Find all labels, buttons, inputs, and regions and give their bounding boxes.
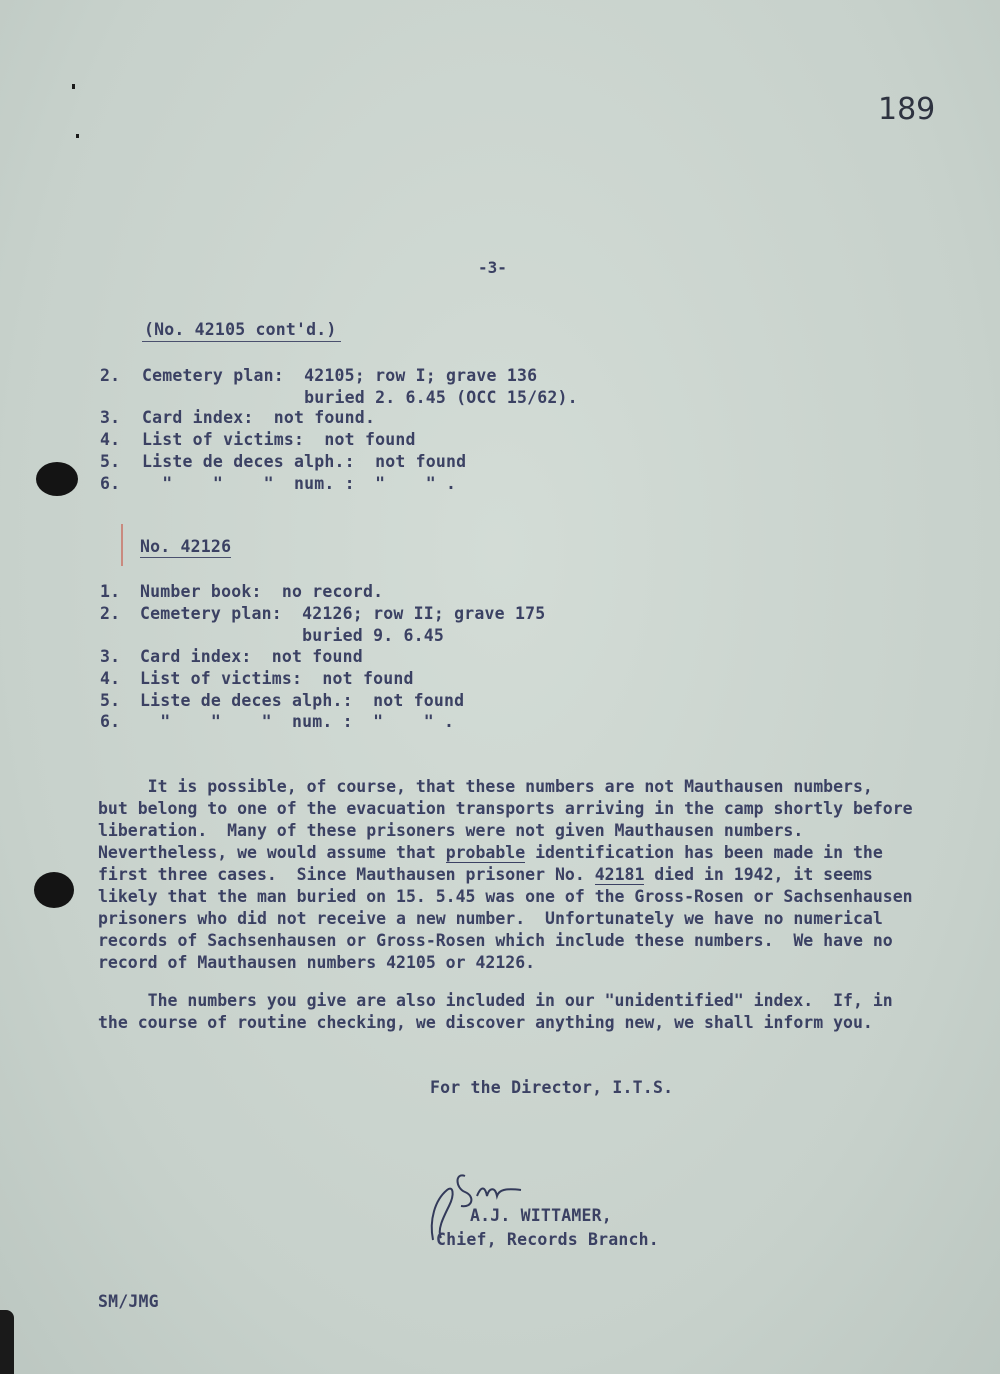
- list-item-num: 5.: [100, 691, 121, 710]
- punch-hole-top: [36, 462, 78, 496]
- page-marker: -3-: [478, 258, 507, 277]
- closing-line: For the Director, I.T.S.: [430, 1078, 674, 1097]
- paragraph-line: records of Sachsenhausen or Gross-Rosen which include these numbers. We have no: [98, 931, 893, 950]
- paragraph-line: record of Mauthausen numbers 42105 or 42126.: [98, 953, 536, 972]
- paragraph-line: but belong to one of the evacuation transports arriving in the camp shortly before: [98, 799, 913, 818]
- paragraph-line: It is possible, of course, that these numbers are not Mauthausen numbers,: [98, 777, 873, 796]
- paragraph-line: likely that the man buried on 15. 5.45 was one of the Gross-Rosen or Sachsenhausen: [98, 887, 913, 906]
- edge-mark: [0, 1310, 14, 1374]
- list-item-text: buried 2. 6.45 (OCC 15/62).: [142, 388, 578, 407]
- list-item-text: Card index: not found: [140, 647, 363, 666]
- page-number: 189: [878, 92, 936, 127]
- text-run: identification has been made in the: [525, 843, 883, 862]
- dot-mark: [72, 84, 75, 89]
- underlined-number: 42181: [594, 865, 645, 884]
- underlined-word: probable: [445, 843, 526, 862]
- list-item-text: " " " num. : " " .: [142, 474, 457, 493]
- signatory-name: A.J. WITTAMER,: [470, 1206, 612, 1225]
- list-item-num: 6.: [100, 474, 121, 493]
- list-item-text: List of victims: not found: [142, 430, 416, 449]
- signatory-title: Chief, Records Branch.: [436, 1230, 659, 1249]
- list-item-num: 4.: [100, 430, 121, 449]
- dot-mark: [76, 134, 79, 138]
- list-item-num: 2.: [100, 604, 121, 623]
- list-item-text: Card index: not found.: [142, 408, 376, 427]
- text-run: died in 1942, it seems: [644, 865, 873, 884]
- list-item-num: 3.: [100, 408, 121, 427]
- paragraph-line: the course of routine checking, we discover anything new, we shall inform you.: [98, 1013, 873, 1032]
- red-margin-mark: [121, 524, 123, 566]
- list-item-num: 5.: [100, 452, 121, 471]
- list-item-text: Number book: no record.: [140, 582, 384, 601]
- list-item-num: 3.: [100, 647, 121, 666]
- section1-heading: (No. 42105 cont'd.): [142, 320, 341, 342]
- list-item-text: List of victims: not found: [140, 669, 414, 688]
- body-paragraph-2: [98, 990, 958, 1034]
- list-item-text: " " " num. : " " .: [140, 712, 455, 731]
- paragraph-line: prisoners who did not receive a new number. Unfortunately we have no numerical: [98, 909, 883, 928]
- paragraph-line: [98, 864, 958, 886]
- list-item-text: Cemetery plan: 42105; row I; grave 136: [142, 366, 538, 385]
- section2-heading: No. 42126: [140, 537, 232, 556]
- body-paragraph-1: [98, 776, 958, 974]
- list-item-num: 4.: [100, 669, 121, 688]
- paragraph-line: liberation. Many of these prisoners were not given Mauthausen numbers.: [98, 821, 804, 840]
- list-item-text: Liste de deces alph.: not found: [142, 452, 467, 471]
- list-item-num: 1.: [100, 582, 121, 601]
- list-item-text: Liste de deces alph.: not found: [140, 691, 465, 710]
- list-item-num: 2.: [100, 366, 121, 385]
- punch-hole-bottom: [34, 872, 74, 908]
- text-run: Nevertheless, we would assume that: [98, 843, 446, 862]
- paragraph-line: [98, 842, 958, 864]
- list-item-text: buried 9. 6.45: [140, 626, 445, 645]
- list-item-num: 6.: [100, 712, 121, 731]
- reference-initials: SM/JMG: [98, 1292, 159, 1311]
- paragraph-line: The numbers you give are also included in our "unidentified" index. If, in: [98, 991, 893, 1010]
- text-run: first three cases. Since Mauthausen prisoner No.: [98, 865, 595, 884]
- list-item-text: Cemetery plan: 42126; row II; grave 175: [140, 604, 546, 623]
